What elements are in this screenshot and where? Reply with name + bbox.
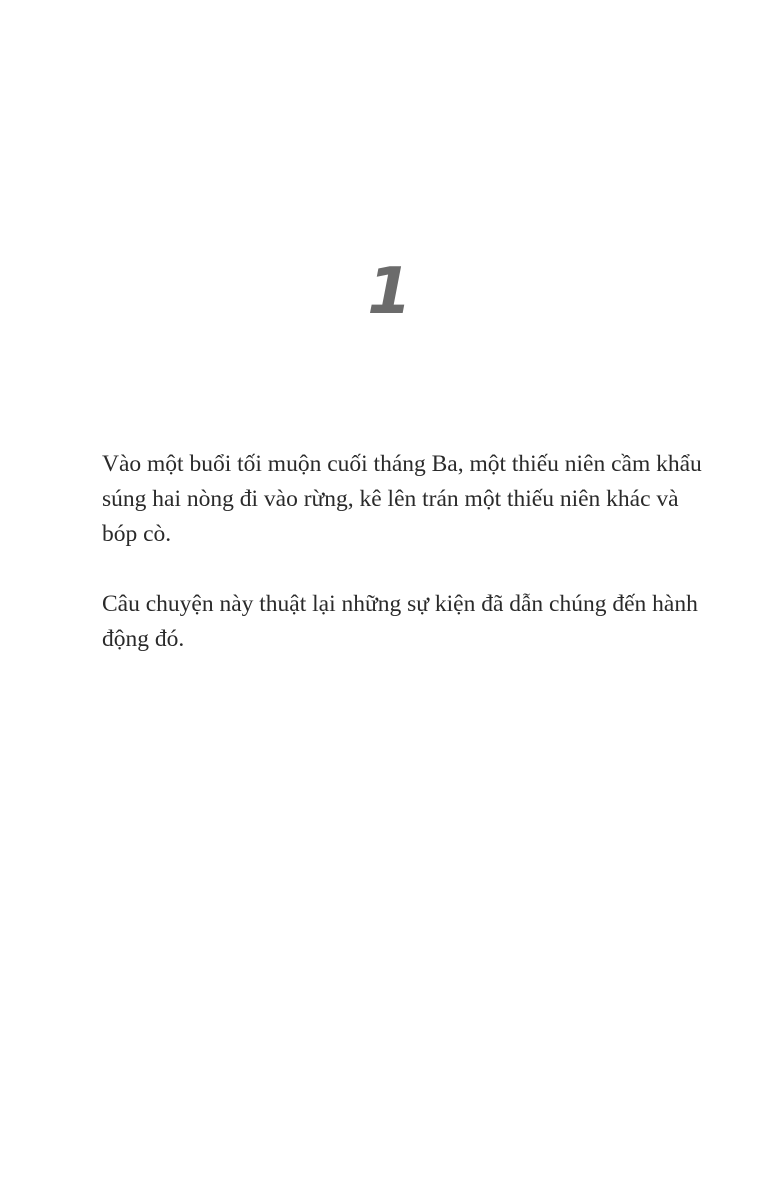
paragraph-2: Câu chuyện này thuật lại những sự kiện đã dẫn chúng đến hành động đó. (102, 591, 698, 652)
chapter-body (102, 447, 702, 657)
chapter-number: 1 (367, 255, 412, 329)
paragraph-1: Vào một buổi tối muộn cuối tháng Ba, một thiếu niên cầm khẩu súng hai nòng đi vào rừng, kê lên trán một thiếu niên khác và bóp cò. (102, 451, 702, 547)
